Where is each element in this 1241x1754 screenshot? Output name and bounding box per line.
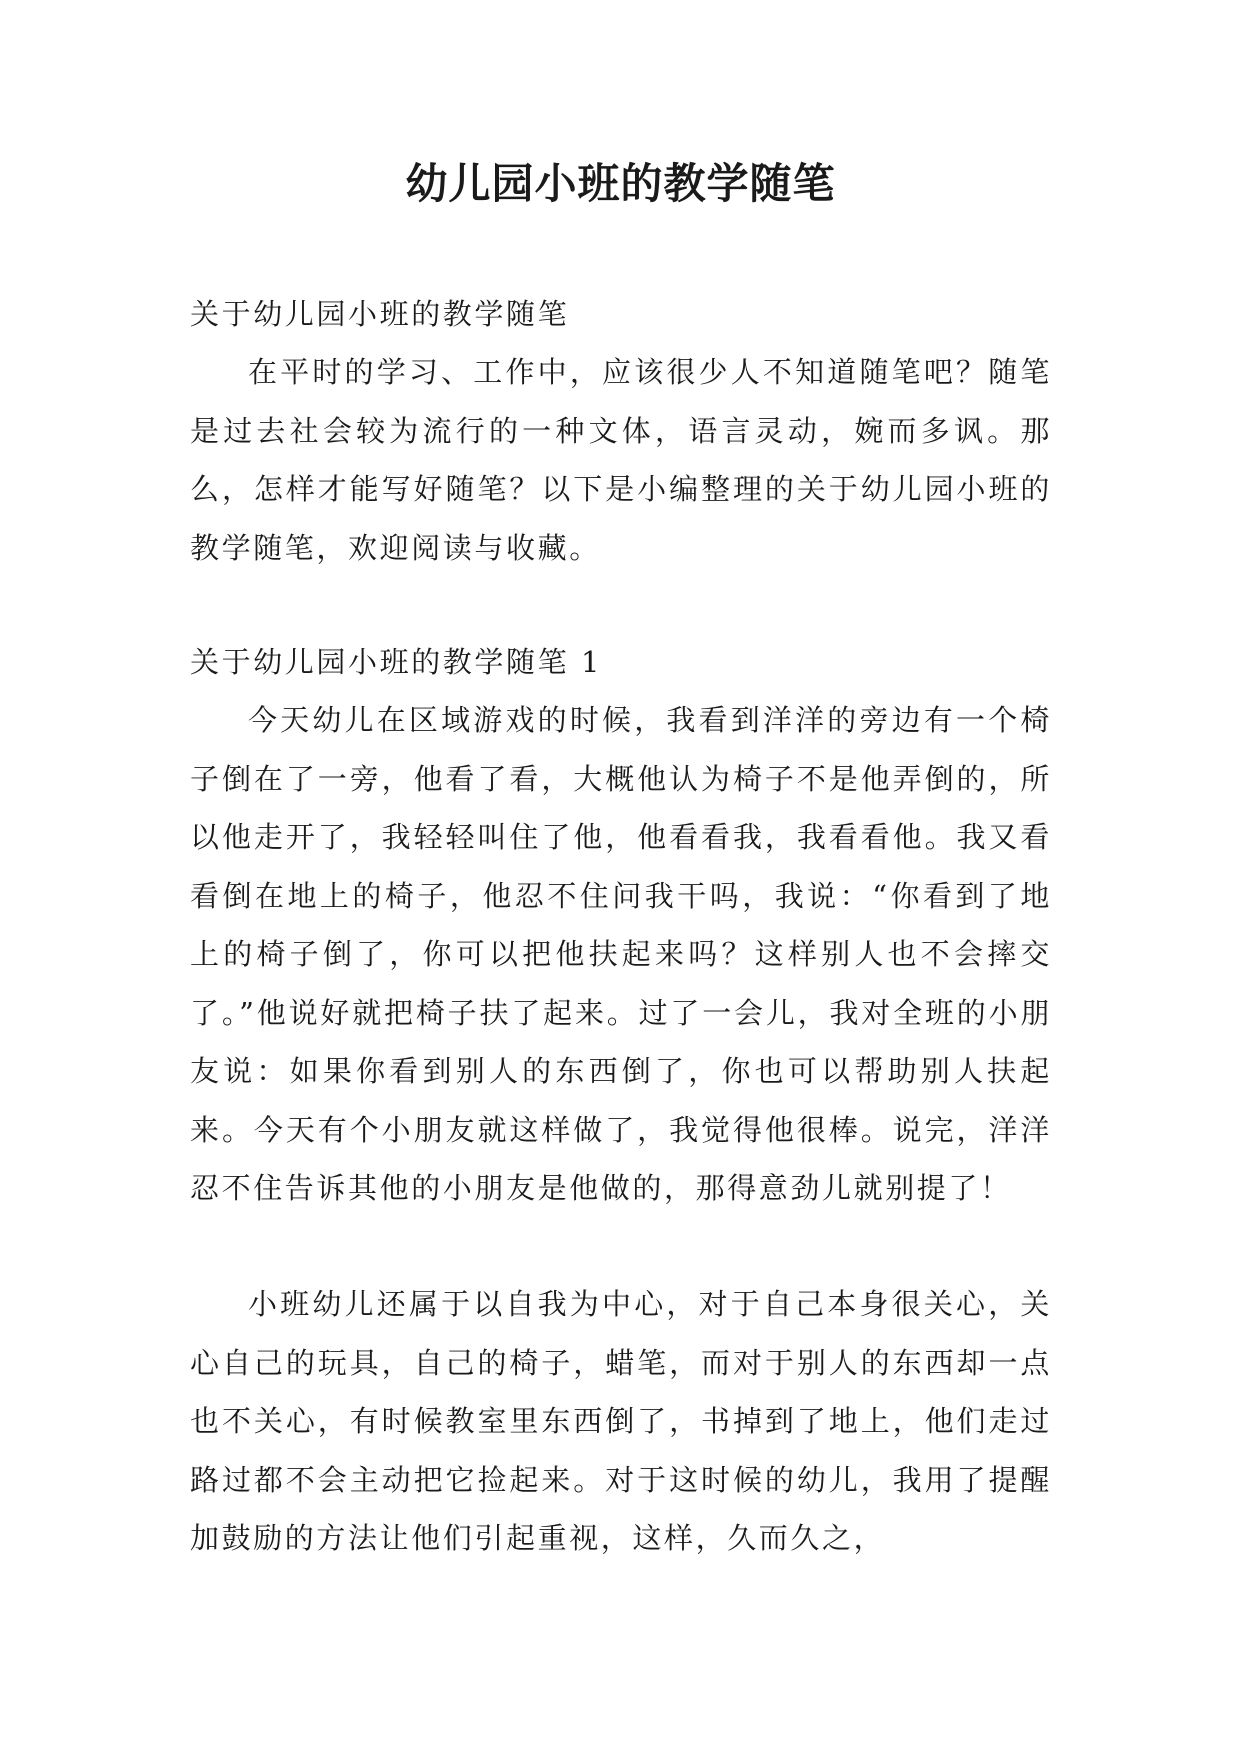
- body-paragraph: 小班幼儿还属于以自我为中心，对于自己本身很关心，关心自己的玩具，自己的椅子，蜡笔，而对于别人的东西却一点也不关心，有时候教室里东西倒了，书掉到了地上，他们走过路过都不会主动把它捡起来。对于这时候的幼儿，我用了提醒加鼓励的方法让他们引起重视，这样，久而久之，: [190, 1287, 1052, 1555]
- body-paragraph: 今天幼儿在区域游戏的时候，我看到洋洋的旁边有一个椅子倒在了一旁，他看了看，大概他认为椅子不是他弄倒的，所以他走开了，我轻轻叫住了他，他看看我，我看看他。我又看看倒在地上的椅子，他忍不住问我干吗，我说：“你看到了地上的椅子倒了，你可以把他扶起来吗？这样别人也不会摔交了。”他说好就把椅子扶了起来。过了一会儿，我对全班的小朋友说：如果你看到别人的东西倒了，你也可以帮助别人扶起来。今天有个小朋友就这样做了，我觉得他很棒。说完，洋洋忍不住告诉其他的小朋友是他做的，那得意劲儿就别提了！: [190, 703, 1052, 1205]
- document-title: 幼儿园小班的教学随笔: [405, 159, 836, 208]
- intro-paragraph: 在平时的学习、工作中，应该很少人不知道随笔吧？随笔是过去社会较为流行的一种文体，语言灵动，婉而多讽。那么，怎样才能写好随笔？以下是小编整理的关于幼儿园小班的教学随笔，欢迎阅读与收藏。: [190, 355, 1052, 565]
- section-heading: 关于幼儿园小班的教学随笔: [190, 297, 570, 331]
- section-heading-1: 关于幼儿园小班的教学随笔 1: [190, 645, 603, 679]
